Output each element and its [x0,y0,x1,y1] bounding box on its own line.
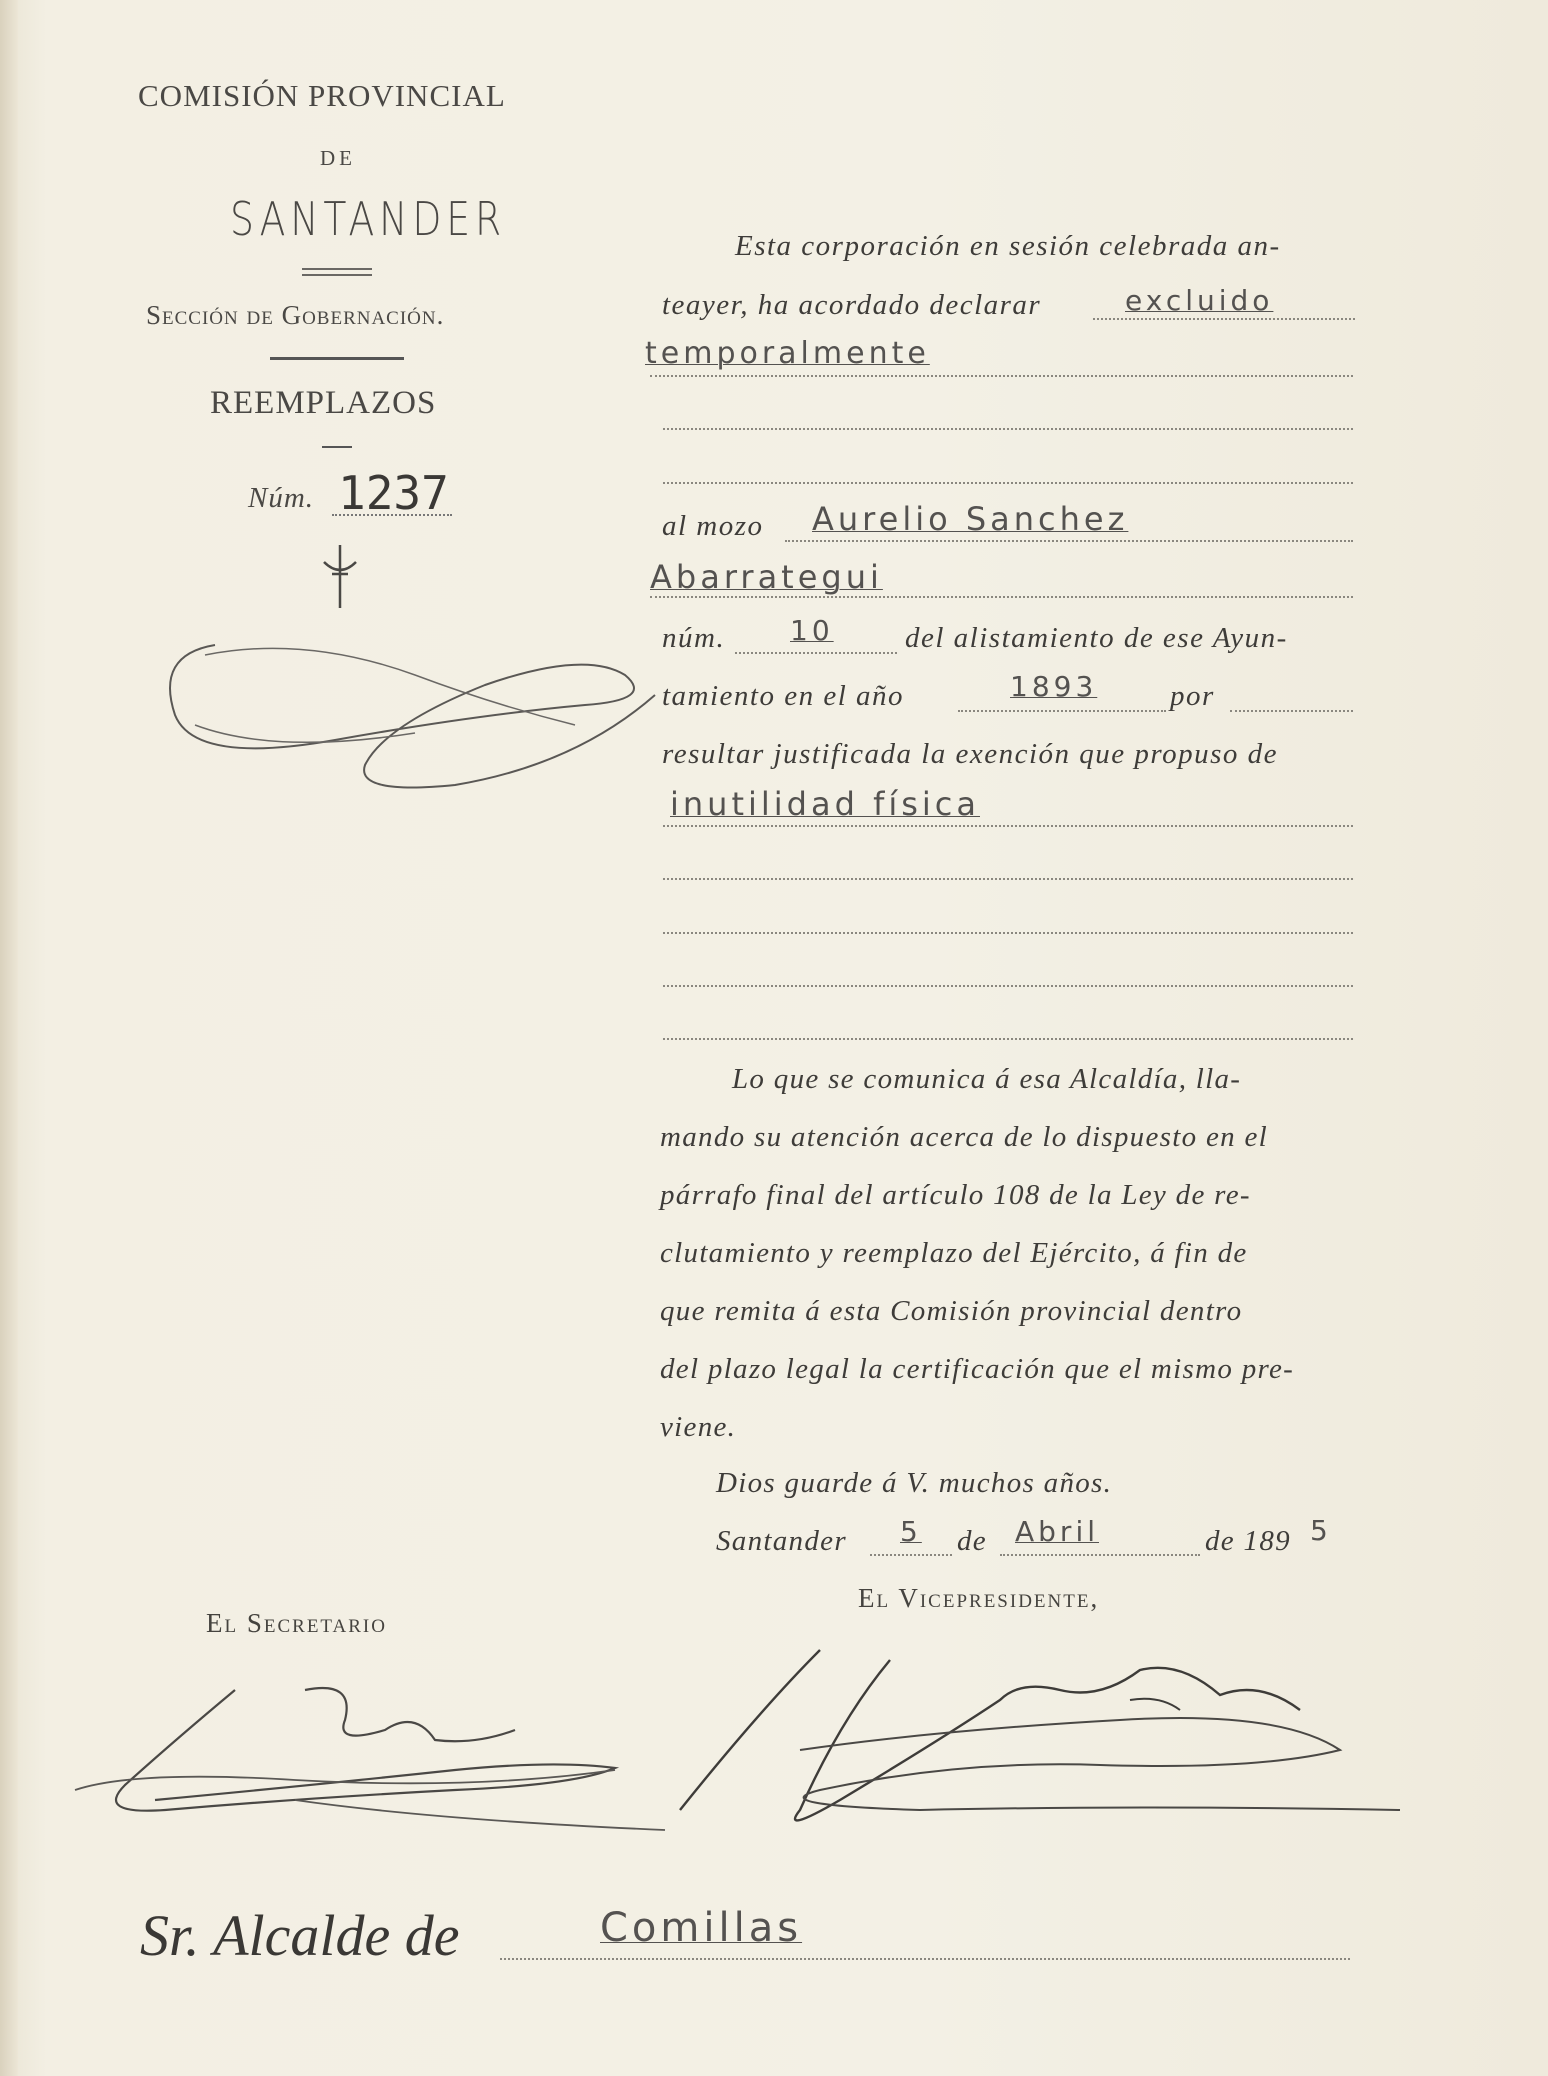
handwritten-num: 10 [790,614,834,647]
double-rule-bottom [302,274,372,276]
dotted-line [870,1554,952,1556]
letterhead-commission: COMISIÓN PROVINCIAL [138,78,506,113]
resultar-text: resultar justificada la exención que propuso de [662,738,1279,770]
letterhead-province: SANTANDER [230,192,507,246]
handwritten-month: Abril [1015,1515,1099,1548]
dotted-line [663,1038,1353,1040]
secretary-title: El Secretario [206,1608,387,1638]
vicepresident-title: El Vicepresidente, [858,1583,1100,1613]
handwritten-day: 5 [900,1515,922,1548]
dotted-line [663,825,1353,827]
para2-line-6: del plazo legal la certificación que el mismo pre- [660,1353,1295,1385]
secretary-signature [55,1650,675,1840]
mozo-label: al mozo [662,510,764,542]
dotted-line [650,375,1353,377]
letterhead-short-rule [322,446,352,448]
num-label: núm. [662,622,726,654]
vicepresident-signature [640,1640,1420,1840]
closing-formula: Dios guarde á V. muchos años. [716,1467,1113,1499]
binding-edge [0,0,18,2076]
dotted-line [1093,318,1355,320]
para2-line-5: que remita á esta Comisión provincial dentro [660,1295,1243,1327]
handwritten-mozo-surname: Abarrategui [650,558,883,596]
letterhead-rule [270,357,404,360]
body-line-1: Esta corporación en sesión celebrada an- [735,230,1281,262]
dotted-line [663,878,1353,880]
letterhead-de: DE [320,146,356,170]
flourish-ornament [155,615,675,815]
por-text: por [1170,680,1215,712]
para2-line-4: clutamiento y reemplazo del Ejército, á fin de [660,1237,1248,1269]
date-place: Santander [716,1525,847,1557]
dotted-line [663,482,1353,484]
para2-line-1: Lo que se comunica á esa Alcaldía, lla- [732,1063,1242,1095]
dotted-line [958,710,1166,712]
number-value: 1237 [338,466,449,520]
dotted-line [663,985,1353,987]
para2-line-3: párrafo final del artículo 108 de la Ley de re- [660,1179,1251,1211]
dotted-line [1000,1554,1200,1556]
dotted-line [663,932,1353,934]
dotted-line [500,1958,1350,1960]
handwritten-addressee-town: Comillas [600,1905,803,1951]
handwritten-declaration-2: temporalmente [645,336,930,371]
number-dotted-line [332,514,452,516]
body-line-2: teayer, ha acordado declarar [662,289,1042,321]
dotted-line [785,540,1353,542]
dotted-line [1230,710,1353,712]
alistamiento-text: del alistamiento de ese Ayun- [905,622,1288,654]
date-de-1: de [957,1525,987,1557]
dotted-line [650,596,1353,598]
para2-line-2: mando su atención acerca de lo dispuesto en el [660,1121,1268,1153]
handwritten-year: 1893 [1010,670,1098,703]
handwritten-mozo-name: Aurelio Sanchez [812,500,1129,538]
addressee-prefix: Sr. Alcalde de [140,1903,460,1968]
dotted-line [735,652,897,654]
cross-mark-icon [310,540,370,610]
ano-prefix: tamiento en el año [662,680,905,712]
date-de-2: de 189 [1205,1525,1291,1557]
double-rule-top [302,268,372,270]
letterhead-section: Sección de Gobernación. [146,300,445,330]
para2-line-7: viene. [660,1411,737,1443]
handwritten-exemption: inutilidad física [670,785,980,823]
letterhead-branch: REEMPLAZOS [210,385,437,421]
number-label: Núm. [248,482,315,514]
handwritten-year-digit: 5 [1310,1514,1332,1547]
handwritten-declaration-1: excluido [1125,284,1274,317]
dotted-line [663,428,1353,430]
